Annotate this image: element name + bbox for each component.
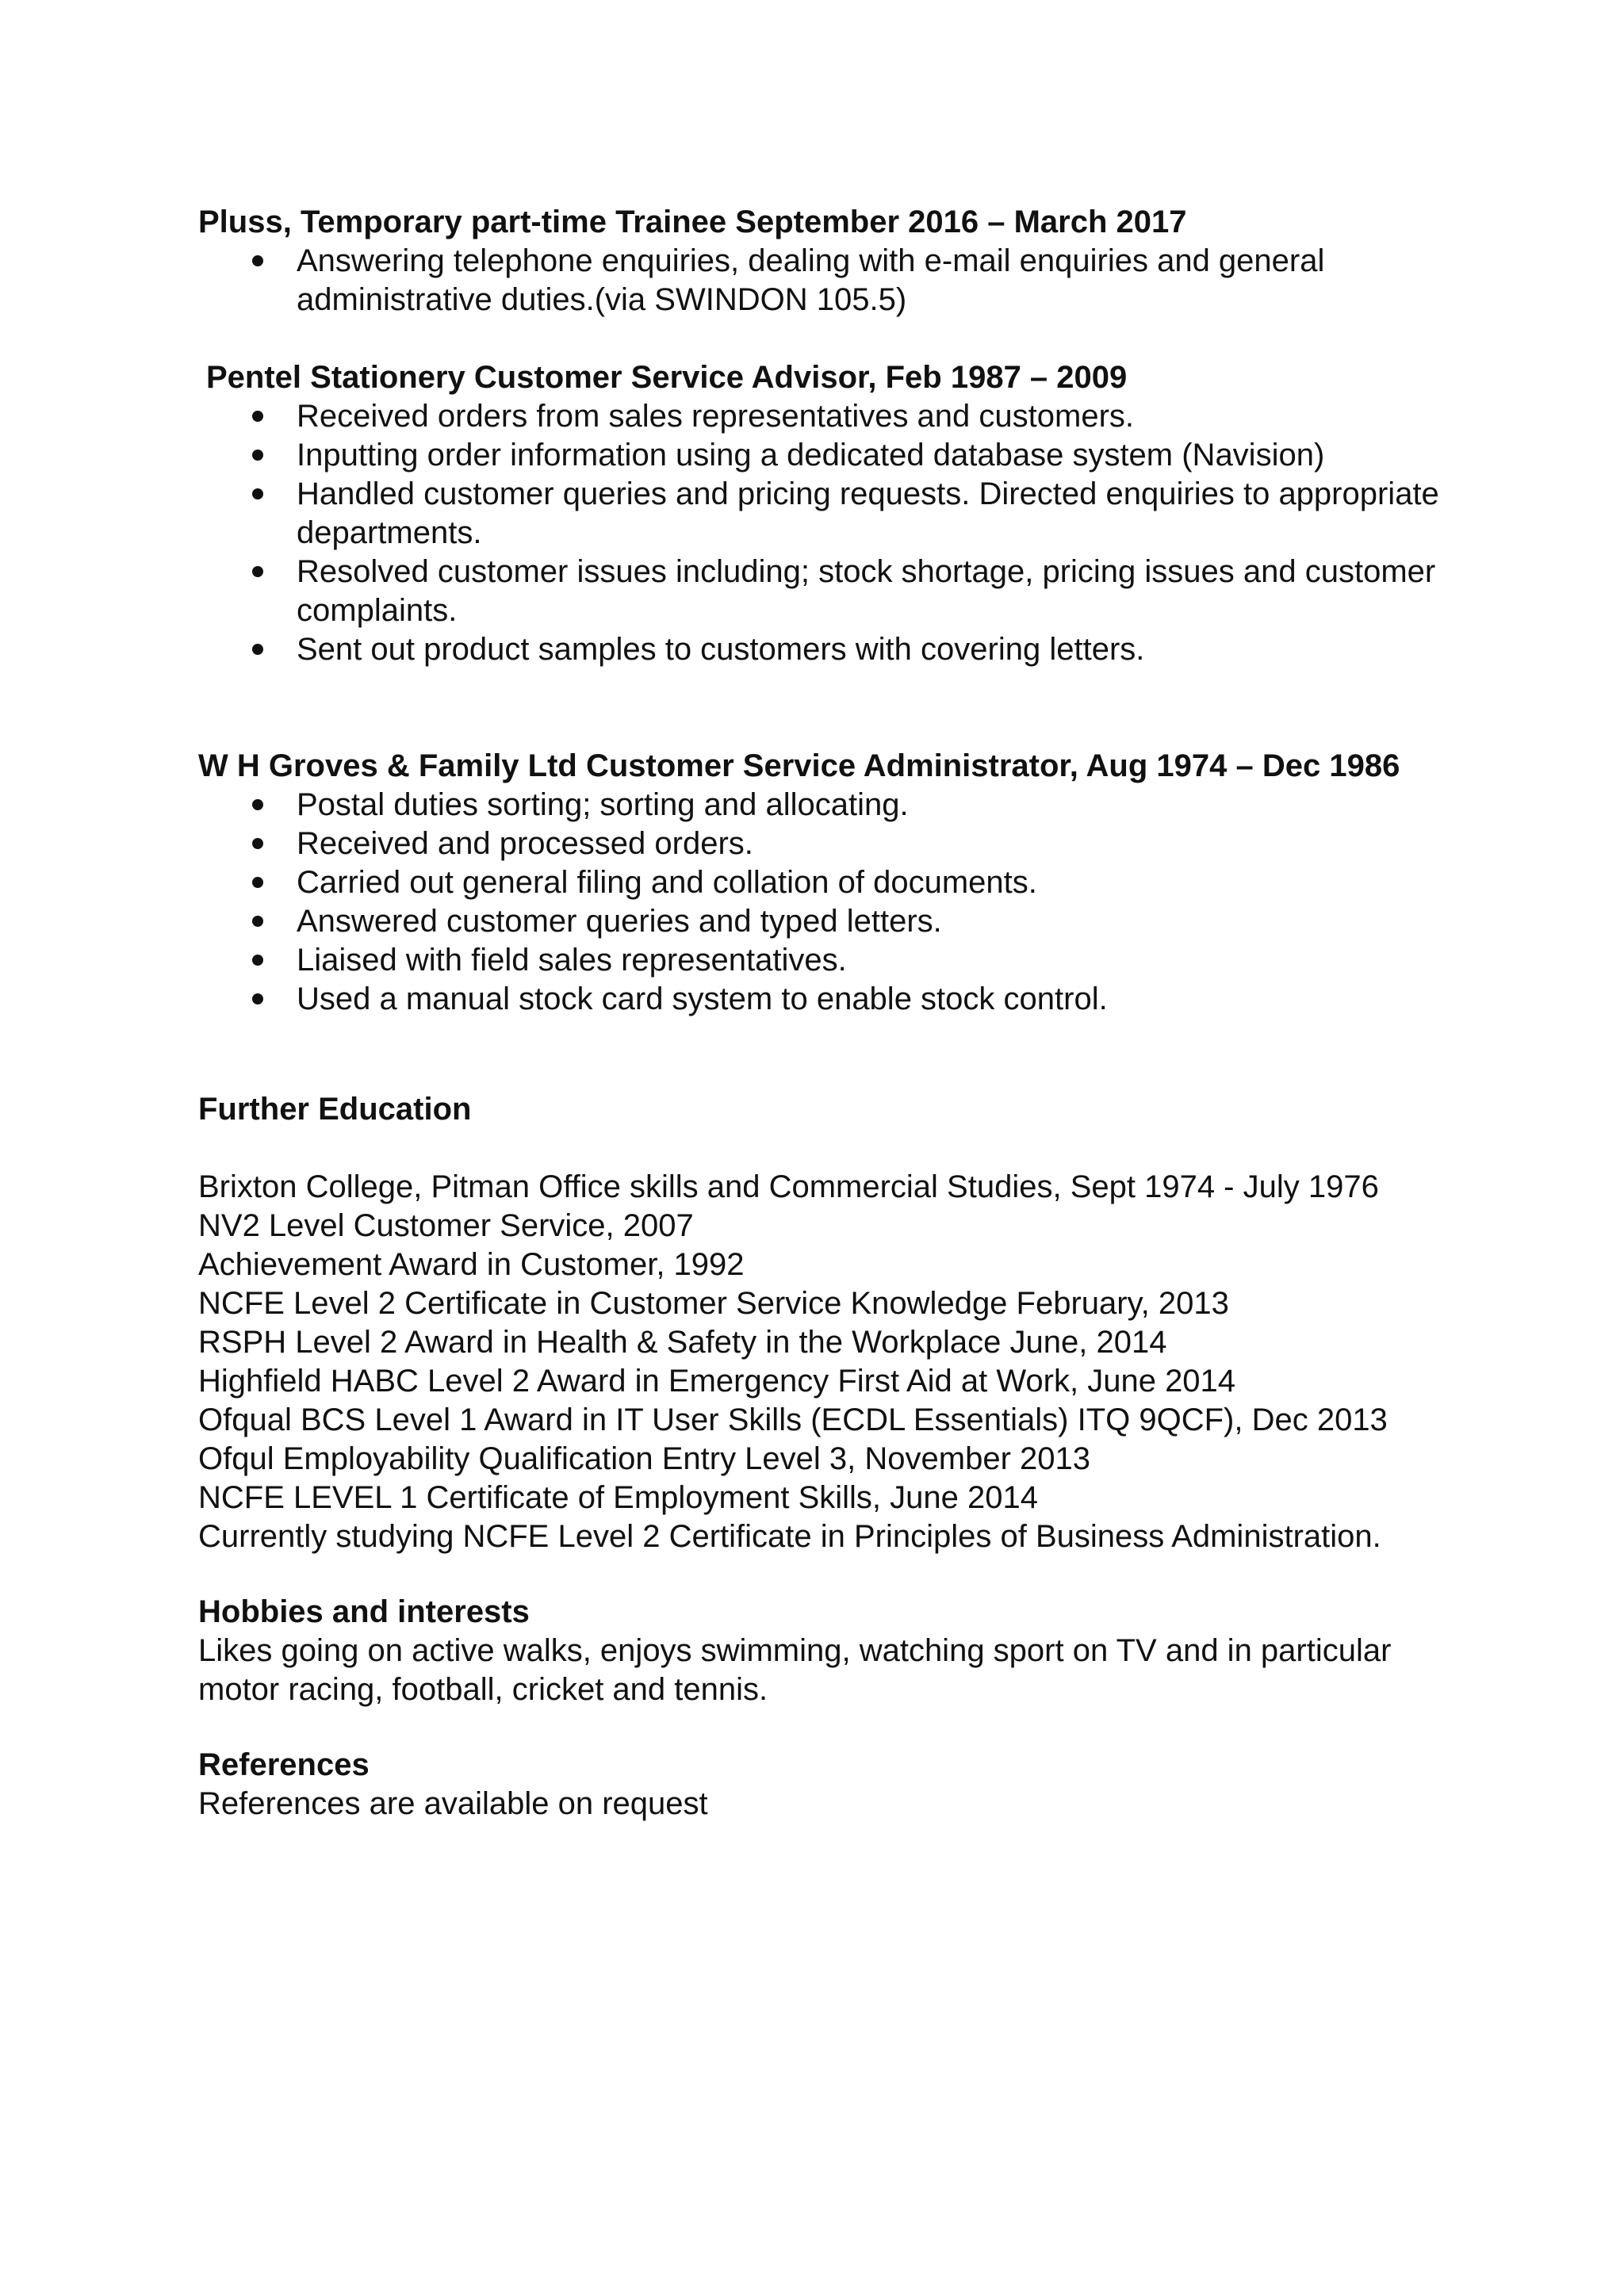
bullet-icon bbox=[252, 411, 263, 422]
cv-content bbox=[198, 203, 1443, 1823]
bullet-text: Sent out product samples to customers with covering letters. bbox=[297, 632, 1145, 667]
list-item bbox=[198, 825, 1443, 863]
bullet-icon bbox=[252, 450, 263, 461]
section-heading: Hobbies and interests bbox=[198, 1594, 530, 1629]
bullet-text: Answered customer queries and typed letters. bbox=[297, 904, 942, 939]
bullet-icon bbox=[252, 255, 263, 266]
bullet-text: Answering telephone enquiries, dealing with e-mail enquiries and general administrative duties.(via SWINDON 105.5) bbox=[297, 243, 1325, 317]
bullet-text: Inputting order information using a dedicated database system (Navision) bbox=[297, 438, 1325, 473]
education-item: NCFE Level 2 Certificate in Customer Service Knowledge February, 2013 bbox=[198, 1286, 1229, 1321]
education-item: Currently studying NCFE Level 2 Certificate in Principles of Business Administration. bbox=[198, 1519, 1381, 1554]
list-item bbox=[198, 980, 1443, 1019]
list-item bbox=[198, 436, 1443, 475]
bullet-icon bbox=[252, 955, 263, 966]
bullet-icon bbox=[252, 993, 263, 1004]
job-title: W H Groves & Family Ltd Customer Service Administrator, Aug 1974 – Dec 1986 bbox=[198, 748, 1400, 783]
education-list bbox=[198, 1168, 1443, 1556]
job-title: Pluss, Temporary part-time Trainee September 2016 – March 2017 bbox=[198, 205, 1187, 239]
section-heading: Further Education bbox=[198, 1092, 472, 1127]
bullet-icon bbox=[252, 799, 263, 810]
list-item bbox=[198, 553, 1443, 630]
list-item bbox=[198, 786, 1443, 825]
bullet-icon bbox=[252, 488, 263, 499]
hobbies-text: Likes going on active walks, enjoys swimming, watching sport on TV and in particular motor racing, football, cricket and tennis. bbox=[198, 1633, 1392, 1707]
bullet-icon bbox=[252, 838, 263, 849]
bullet-icon bbox=[252, 877, 263, 888]
list-item bbox=[198, 941, 1443, 980]
job-bullets bbox=[198, 786, 1443, 1019]
list-item bbox=[198, 902, 1443, 941]
references-section bbox=[198, 1746, 1443, 1823]
bullet-text: Received and processed orders. bbox=[297, 826, 753, 861]
bullet-text: Liaised with field sales representatives. bbox=[297, 943, 847, 978]
bullet-text: Postal duties sorting; sorting and allocating. bbox=[297, 787, 909, 822]
education-item: NV2 Level Customer Service, 2007 bbox=[198, 1208, 694, 1243]
education-item: NCFE LEVEL 1 Certificate of Employment Skills, June 2014 bbox=[198, 1480, 1038, 1515]
bullet-text: Handled customer queries and pricing requests. Directed enquiries to appropriate departments. bbox=[297, 476, 1439, 550]
job-entry-wh-groves bbox=[198, 747, 1443, 1019]
job-title: Pentel Stationery Customer Service Advisor, Feb 1987 – 2009 bbox=[206, 360, 1128, 395]
hobbies-section bbox=[198, 1593, 1443, 1709]
bullet-text: Received orders from sales representatives and customers. bbox=[297, 399, 1135, 434]
job-entry-pluss bbox=[198, 203, 1443, 320]
section-heading: References bbox=[198, 1747, 370, 1782]
education-item: Highfield HABC Level 2 Award in Emergency First Aid at Work, June 2014 bbox=[198, 1364, 1236, 1399]
education-item: Ofqul Employability Qualification Entry Level 3, November 2013 bbox=[198, 1441, 1090, 1476]
list-item bbox=[198, 863, 1443, 902]
education-section bbox=[198, 1090, 1443, 1556]
list-item bbox=[198, 630, 1443, 669]
bullet-text: Resolved customer issues including; stock shortage, pricing issues and customer complaints. bbox=[297, 554, 1436, 628]
list-item bbox=[198, 397, 1443, 436]
references-text: References are available on request bbox=[198, 1786, 708, 1821]
bullet-icon bbox=[252, 644, 263, 655]
bullet-icon bbox=[252, 916, 263, 927]
education-item: RSPH Level 2 Award in Health & Safety in the Workplace June, 2014 bbox=[198, 1325, 1167, 1360]
job-bullets bbox=[198, 397, 1443, 669]
job-bullets bbox=[198, 242, 1443, 320]
education-item: Achievement Award in Customer, 1992 bbox=[198, 1247, 745, 1282]
job-entry-pentel bbox=[198, 358, 1443, 669]
bullet-text: Used a manual stock card system to enable stock control. bbox=[297, 982, 1108, 1016]
education-item: Ofqual BCS Level 1 Award in IT User Skills (ECDL Essentials) ITQ 9QCF), Dec 2013 bbox=[198, 1402, 1388, 1437]
bullet-icon bbox=[252, 566, 263, 577]
bullet-text: Carried out general filing and collation of documents. bbox=[297, 865, 1037, 900]
list-item bbox=[198, 242, 1443, 320]
list-item bbox=[198, 475, 1443, 553]
education-item: Brixton College, Pitman Office skills and Commercial Studies, Sept 1974 - July 1976 bbox=[198, 1169, 1379, 1204]
